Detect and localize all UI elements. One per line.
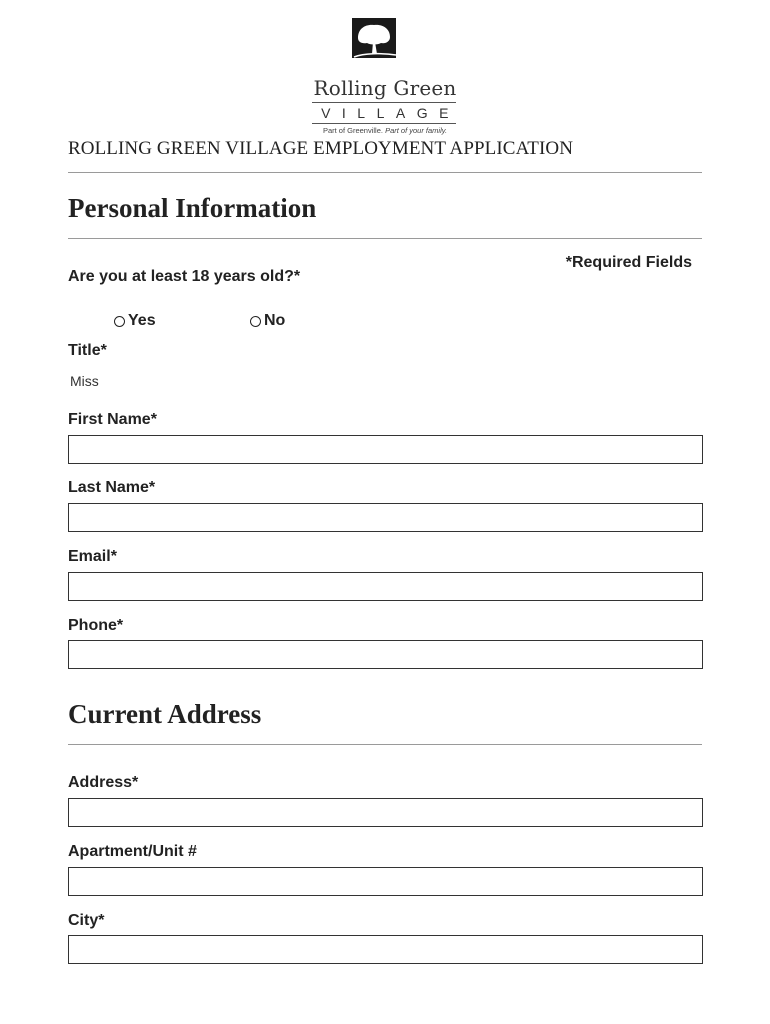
logo-name: Rolling Green <box>313 76 457 100</box>
age-no-radio[interactable] <box>250 312 285 330</box>
apartment-input[interactable] <box>68 867 703 896</box>
age-yes-label: Yes <box>128 312 156 329</box>
age-no-label: No <box>264 312 286 329</box>
address-input[interactable] <box>68 798 703 827</box>
address-label: Address* <box>68 774 139 791</box>
radio-circle-icon[interactable] <box>250 316 261 327</box>
logo-divider <box>312 123 456 124</box>
logo-tagline <box>290 126 480 136</box>
apartment-label: Apartment/Unit # <box>68 843 197 860</box>
logo-village: VILLAGE <box>321 105 460 121</box>
logo-divider <box>312 102 456 103</box>
city-input[interactable] <box>68 935 703 964</box>
divider <box>68 172 702 173</box>
first-name-input[interactable] <box>68 435 703 464</box>
logo-tagline-plain: Part of Greenville. <box>322 126 383 135</box>
email-label: Email* <box>68 548 117 565</box>
personal-information-heading: Personal Information <box>68 193 317 223</box>
title-select[interactable]: Miss <box>70 373 99 389</box>
logo-tagline-italic: Part of your family. <box>385 126 448 135</box>
email-input[interactable] <box>68 572 703 601</box>
title-label: Title* <box>68 342 107 359</box>
current-address-heading: Current Address <box>68 699 262 729</box>
application-title: ROLLING GREEN VILLAGE EMPLOYMENT APPLICATION <box>68 138 574 159</box>
divider <box>68 238 702 239</box>
phone-input[interactable] <box>68 640 703 669</box>
tree-icon <box>352 18 396 58</box>
radio-circle-icon[interactable] <box>114 316 125 327</box>
last-name-label: Last Name* <box>68 479 156 496</box>
first-name-label: First Name* <box>68 411 157 428</box>
age-yes-radio[interactable] <box>114 312 156 330</box>
required-fields-note: *Required Fields <box>565 254 692 271</box>
rolling-green-logo <box>290 18 480 135</box>
divider <box>68 744 702 745</box>
city-label: City* <box>68 912 105 929</box>
phone-label: Phone* <box>68 617 124 634</box>
age-question-label: Are you at least 18 years old?* <box>68 268 301 285</box>
last-name-input[interactable] <box>68 503 703 532</box>
